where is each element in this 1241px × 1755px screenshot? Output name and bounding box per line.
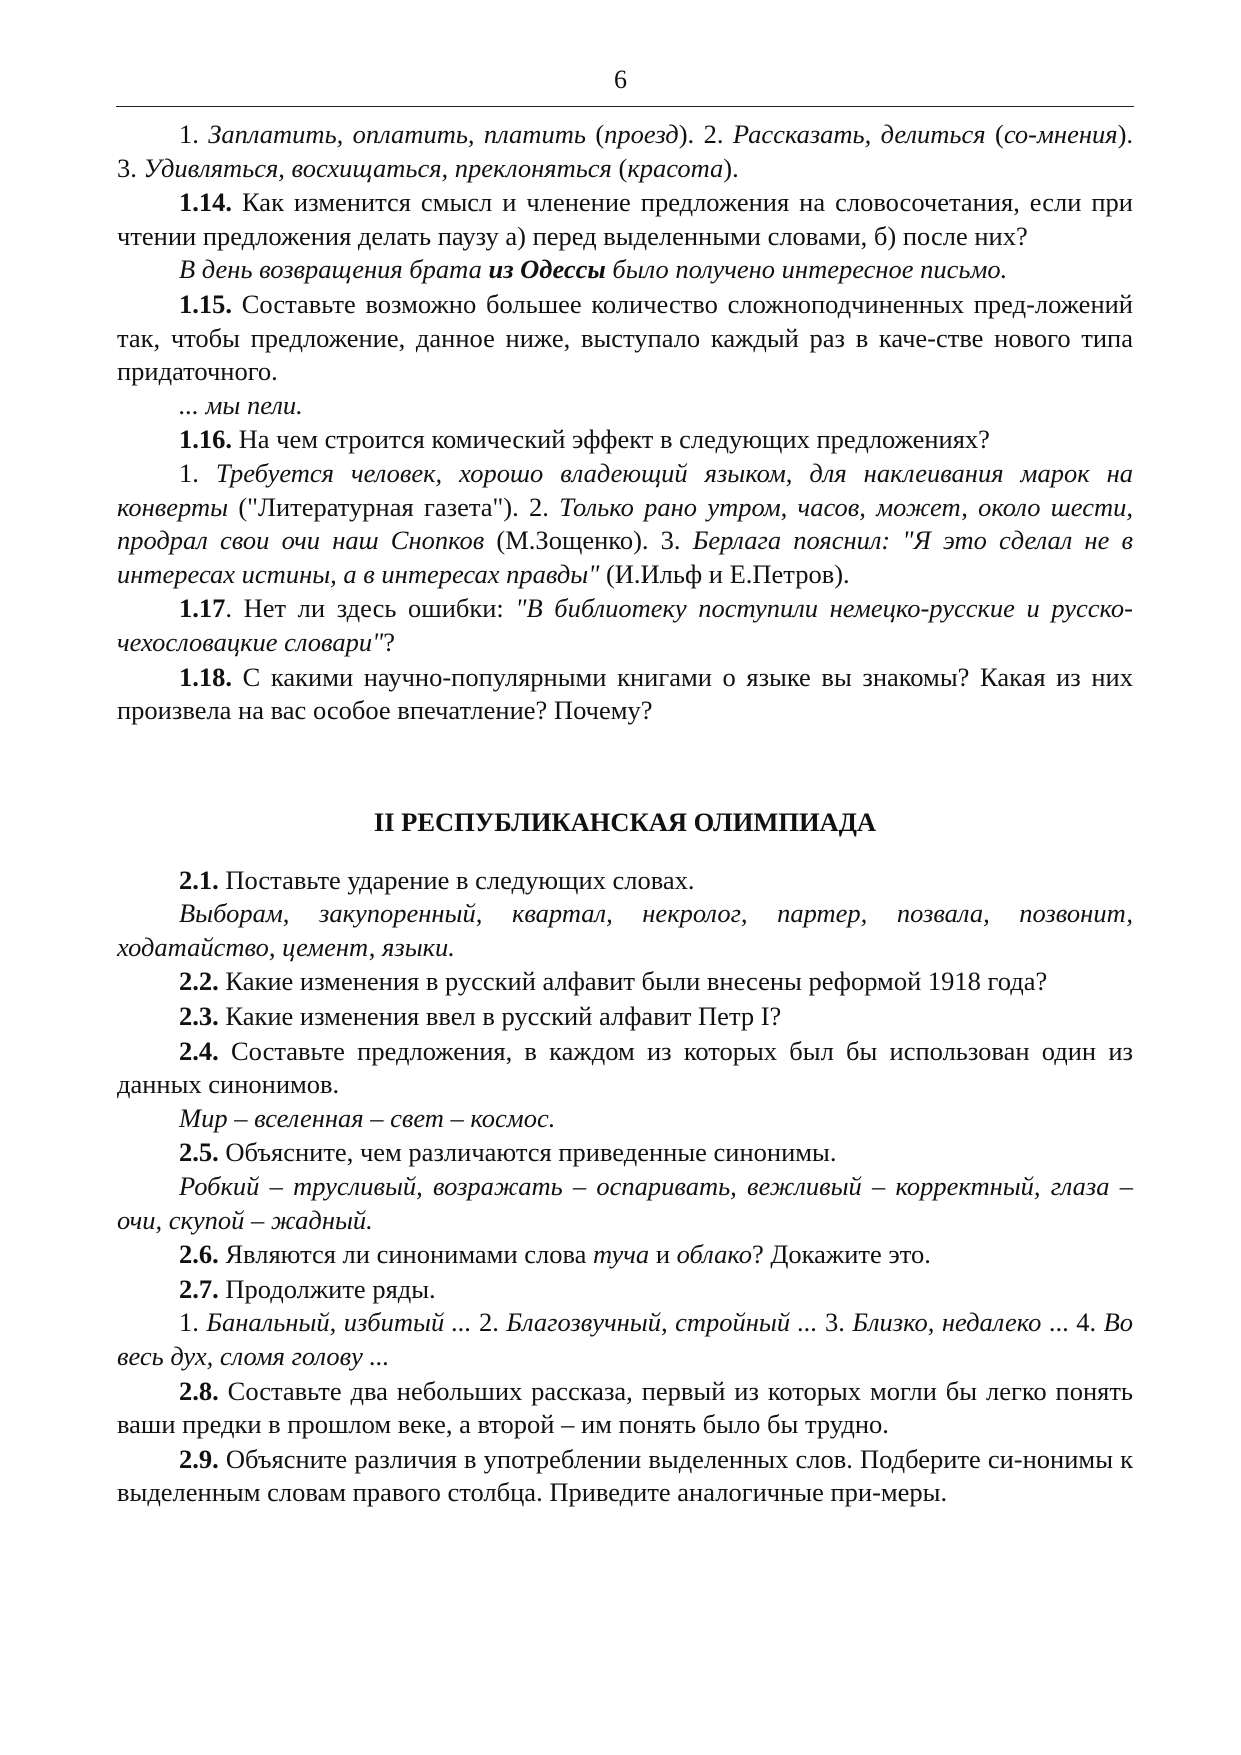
question-1-18: 1.18. С какими научно-популярными книгами о языке вы знакомы? Какая из них произвела на вас особое впечатление? Почему? (117, 661, 1133, 726)
question-2-6: 2.6. Являются ли синонимами слова туча и облако? Докажите это. (179, 1239, 931, 1270)
question-number: 1.18. (179, 661, 232, 692)
question-number: 2.9. (179, 1443, 219, 1474)
page-content (117, 118, 1133, 1510)
question-number: 1.17 (179, 593, 226, 624)
question-number: 2.8. (179, 1375, 219, 1406)
example-1-16: 1. Требуется человек, хорошо владеющий языком, для наклеивания марок на конверты ("Литературная газета"). 2. Только рано утром, часов, может, около шести, продрал свои очи наш Снопков (М.Зощенко). 3. Берлага пояснил: "Я это сделал не в интересах истины, а в интересах правды" (И.Ильф и Е.Петров). (117, 457, 1134, 589)
page-number: 6 (614, 65, 627, 94)
question-1-15: 1.15. Составьте возможно большее количество сложноподчиненных пред-ложений так, чтобы предложение, данное ниже, выступало каждый раз в каче-стве нового типа придаточного. (117, 288, 1133, 387)
question-2-1: 2.1. Поставьте ударение в следующих словах. (179, 864, 695, 895)
question-number: 1.16. (179, 424, 232, 455)
question-number: 2.5. (179, 1137, 219, 1168)
question-number: 1.14. (179, 187, 232, 218)
example-1-14: В день возвращения брата из Одессы было получено интересное письмо. (179, 254, 1008, 285)
example-2-4: Мир – вселенная – свет – космос. (179, 1102, 556, 1133)
question-number: 2.3. (179, 1001, 219, 1032)
question-1-16: 1.16. На чем строится комический эффект в следующих предложениях? (179, 424, 990, 455)
question-number: 2.1. (179, 864, 219, 895)
question-number: 1.15. (179, 288, 232, 319)
question-number: 2.4. (179, 1035, 219, 1066)
section-heading: II РЕСПУБЛИКАНСКАЯ ОЛИМПИАДА (373, 806, 877, 837)
question-2-3: 2.3. Какие изменения ввел в русский алфавит Петр I? (179, 1001, 782, 1032)
paragraph-1-13-examples: 1. Заплатить, оплатить, платить (проезд). 2. Рассказать, делиться (со-мнения). 3. Удивляться, восхищаться, преклоняться (красота). (117, 119, 1134, 183)
question-1-14: 1.14. Как изменится смысл и членение предложения на словосочетания, если при чтении предложения делать паузу а) перед выделенными словами, б) после них? (117, 187, 1133, 251)
question-number: 2.7. (179, 1273, 219, 1304)
question-number: 2.2. (179, 966, 219, 997)
question-2-5: 2.5. Объясните, чем различаются приведенные синонимы. (179, 1137, 837, 1168)
example-2-1: Выборам, закупоренный, квартал, некролог, партер, позвала, позвонит, ходатайство, цемент, языки. (117, 898, 1133, 962)
question-2-7: 2.7. Продолжите ряды. (179, 1273, 436, 1304)
question-2-9: 2.9. Объясните различия в употреблении выделенных слов. Подберите си-нонимы к выделенным словам правого столбца. Приведите аналогичные при-меры. (117, 1443, 1133, 1508)
example-2-5: Робкий – трусливый, возражать – оспаривать, вежливый – корректный, глаза – очи, скупой – жадный. (117, 1171, 1133, 1235)
question-2-8: 2.8. Составьте два небольших рассказа, первый из которых могли бы легко понять ваши предки в прошлом веке, а второй – им понять было бы трудно. (117, 1375, 1133, 1440)
example-1-15: ... мы пели. (179, 389, 303, 420)
question-2-4: 2.4. Составьте предложения, в каждом из которых был бы использован один из данных синонимов. (117, 1035, 1133, 1100)
question-number: 2.6. (179, 1239, 219, 1270)
question-2-2: 2.2. Какие изменения в русский алфавит были внесены реформой 1918 года? (179, 966, 1048, 997)
question-1-17: 1.17. Нет ли здесь ошибки: "В библиотеку поступили немецко-русские и русско-чехословацкие словари"? (117, 593, 1133, 657)
example-2-7: 1. Банальный, избитый ... 2. Благозвучный, стройный ... 3. Близко, недалеко ... 4. Во весь дух, сломя голову ... (117, 1307, 1133, 1371)
header-rule (116, 106, 1134, 107)
